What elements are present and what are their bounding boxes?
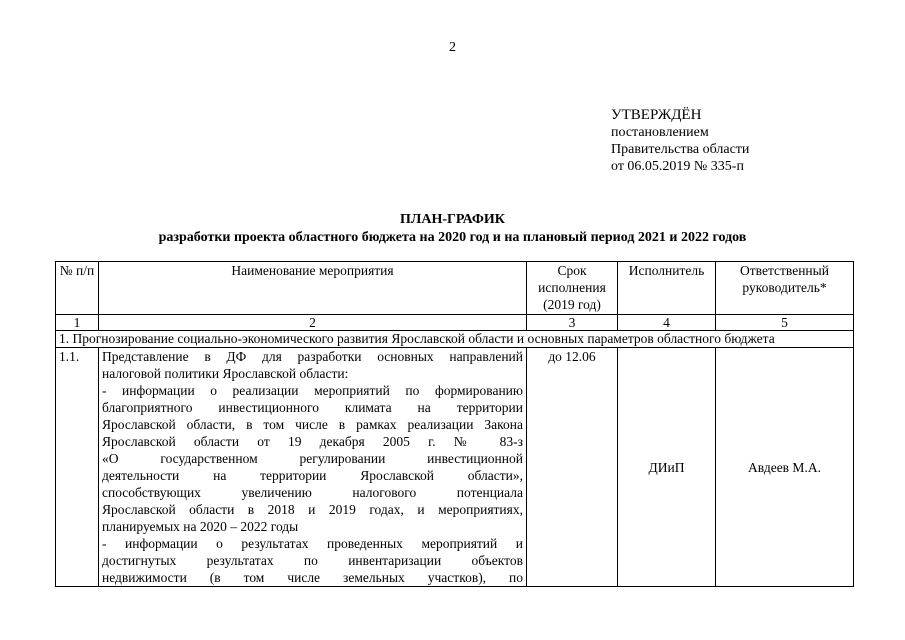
header-head: Ответственный руководитель*: [716, 262, 854, 315]
title-main: ПЛАН-ГРАФИК: [400, 212, 505, 227]
document-title: [0, 211, 905, 247]
approval-line: Правительства области: [611, 142, 750, 157]
title-subtitle: разработки проекта областного бюджета на 2020 год и на плановый период 2021 и 2022 годов: [158, 230, 747, 245]
approval-stamp: [611, 107, 749, 175]
page-number: 2: [449, 40, 456, 55]
description-line: достигнутых результатах по инвентаризации объектов: [102, 553, 523, 568]
row-number: 1.1.: [56, 348, 99, 587]
section-row: [56, 331, 854, 348]
row-description: [99, 348, 527, 587]
approval-line: постановлением: [611, 125, 709, 140]
column-number: 1: [56, 315, 99, 331]
column-number-row: [56, 315, 854, 331]
description-line: - информации о реализации мероприятий по формированию: [102, 383, 523, 398]
column-number: 2: [99, 315, 527, 331]
approval-date: от 06.05.2019 № 335-п: [611, 159, 744, 174]
description-line: Ярославской области в 2018 и 2019 годах, и мероприятиях,: [102, 502, 523, 517]
column-number: 3: [527, 315, 618, 331]
description-line: благоприятного инвестиционного климата на территории: [102, 400, 523, 415]
header-name: Наименование мероприятия: [99, 262, 527, 315]
table-row: [56, 348, 854, 587]
description-line: - информации о результатах проведенных мероприятий и: [102, 536, 523, 551]
row-executor: ДИиП: [618, 348, 716, 587]
table-header-row: [56, 262, 854, 315]
approval-title: УТВЕРЖДЁН: [611, 107, 702, 123]
section-title: 1. Прогнозирование социально-экономического развития Ярославской области и основных параметров областного бюджета: [56, 331, 854, 348]
header-term: Срок исполнения (2019 год): [527, 262, 618, 315]
column-number: 4: [618, 315, 716, 331]
header-num: № п/п: [56, 262, 99, 315]
description-line: недвижимости (в том числе земельных участков), по: [102, 570, 523, 585]
header-executor: Исполнитель: [618, 262, 716, 315]
description-line: Представление в ДФ для разработки основных направлений: [102, 349, 523, 364]
row-head: Авдеев М.А.: [716, 348, 854, 587]
description-line: Ярославской области от 19 декабря 2005 г. № 83-з: [102, 434, 523, 449]
description-line: планируемых на 2020 – 2022 годы: [102, 519, 299, 534]
row-term: до 12.06: [527, 348, 618, 587]
description-line: способствующих увеличению налогового потенциала: [102, 485, 523, 500]
description-line: налоговой политики Ярославской области:: [102, 366, 349, 381]
description-line: «О государственном регулировании инвестиционной: [102, 451, 523, 466]
description-line: деятельности на территории Ярославской области»,: [102, 468, 523, 483]
plan-table: [55, 261, 854, 587]
column-number: 5: [716, 315, 854, 331]
description-line: Ярославской области, в том числе в рамках реализации Закона: [102, 417, 523, 432]
